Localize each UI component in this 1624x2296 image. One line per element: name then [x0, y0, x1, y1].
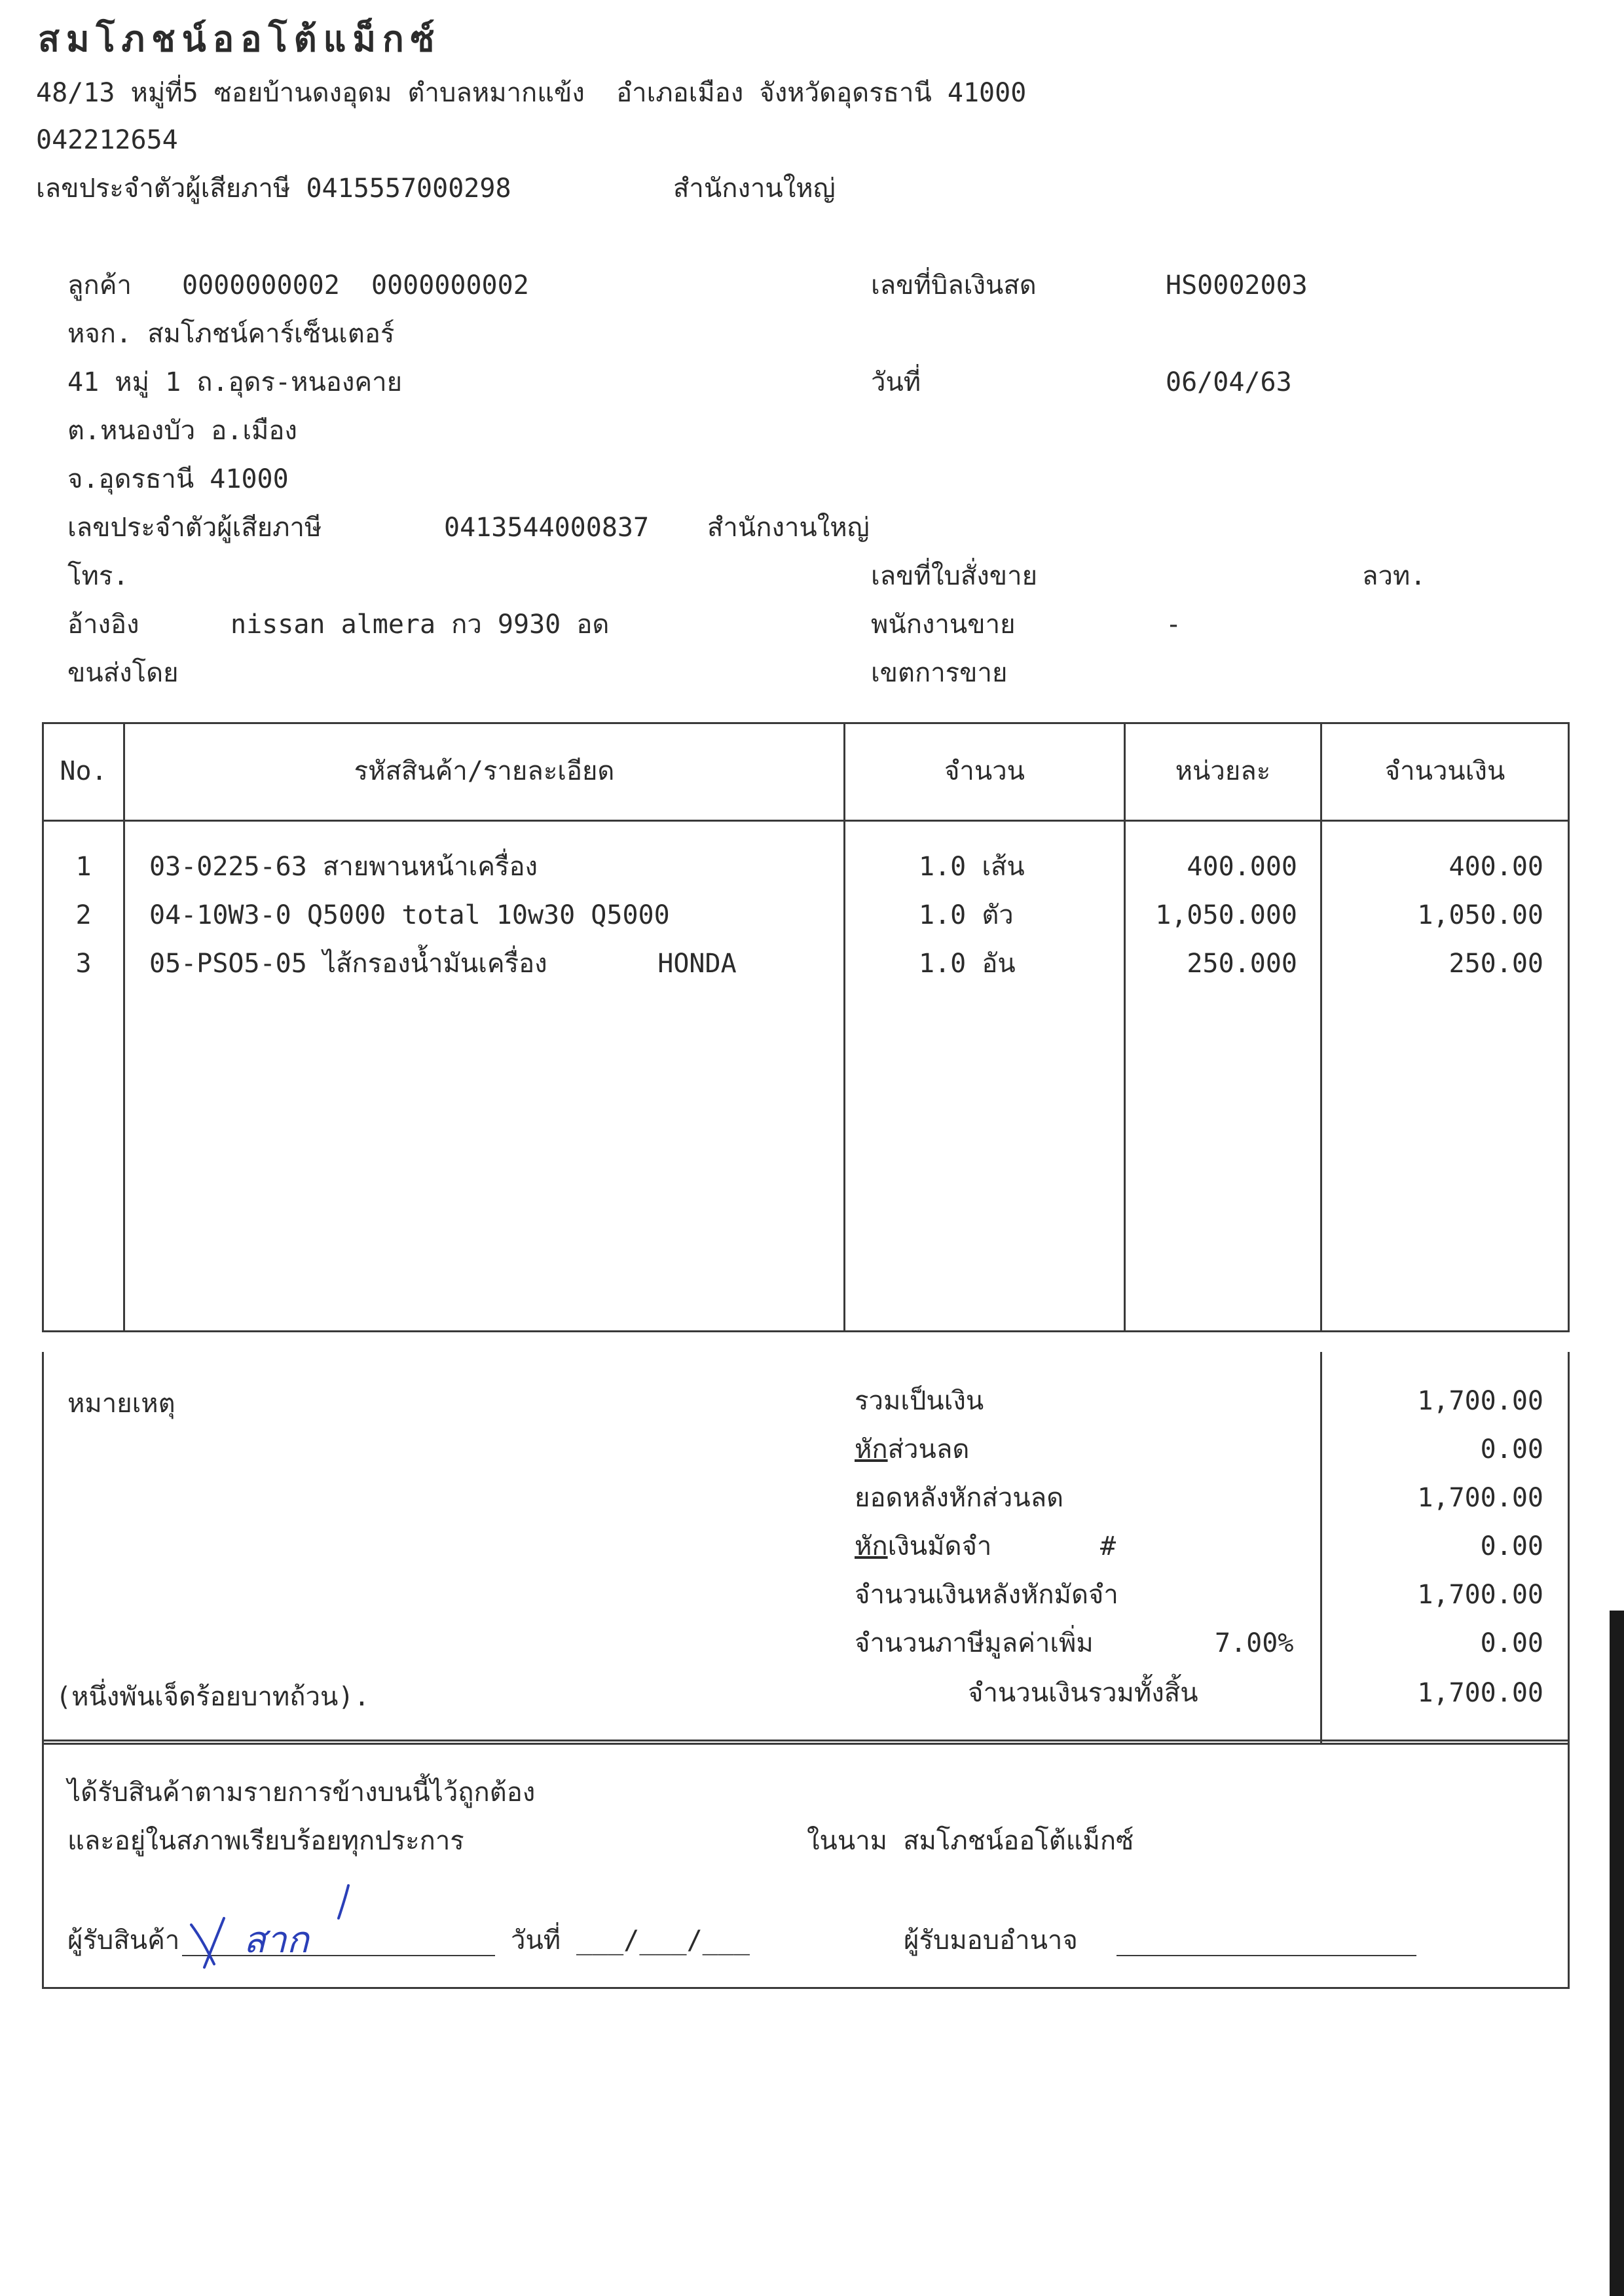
receive-date-blank: ___/___/___ — [576, 1925, 750, 1956]
receive-date-label: วันที่ — [511, 1925, 561, 1956]
table-row-2-unit: 1,050.000 — [1155, 900, 1297, 930]
amount-in-words: (หนึ่งพันเจ็ดร้อยบาทถ้วน). — [56, 1682, 370, 1712]
table-row-3-unit: 250.000 — [1187, 949, 1297, 979]
customer-tel-label: โทร. — [67, 561, 129, 591]
deposit-label-prefix: หัก — [855, 1531, 888, 1561]
col-divider-desc — [843, 722, 845, 1332]
table-row-3-no: 3 — [75, 949, 92, 979]
receiver-signature — [185, 1879, 381, 1971]
company-branch: สำนักงานใหญ่ — [673, 173, 836, 204]
salesperson-value: - — [1166, 610, 1182, 640]
deposit-mark: # — [1100, 1531, 1116, 1561]
header-amount: จำนวนเงิน — [1384, 756, 1505, 786]
received-line-2: และอยู่ในสภาพเรียบร้อยทุกประการ — [67, 1826, 464, 1856]
after-discount-label: ยอดหลังหักส่วนลด — [855, 1483, 1064, 1513]
table-row-1-desc: 03-0225-63 สายพานหน้าเครื่อง — [149, 852, 538, 882]
company-address: 48/13 หมู่ที่5 ซอยบ้านดงอุดม ตำบลหมากแข้ง อำเภอเมือง จังหวัดอุดรธานี 41000 — [36, 78, 1027, 108]
customer-address-2: ต.หนองบัว อ.เมือง — [67, 416, 297, 446]
signature-stroke — [191, 1925, 214, 1964]
date-value: 06/04/63 — [1166, 367, 1292, 397]
subtotal-value: 1,700.00 — [1417, 1386, 1543, 1416]
remark-label: หมายเหตุ — [67, 1389, 175, 1419]
items-table — [42, 722, 1570, 1332]
discount-value: 0.00 — [1480, 1434, 1543, 1465]
authorized-signature-line — [1116, 1955, 1416, 1956]
customer-branch: สำนักงานใหญ่ — [707, 513, 870, 543]
header-no: No. — [60, 756, 107, 786]
table-row-3-amount: 250.00 — [1449, 949, 1543, 979]
col-divider-unit — [1320, 722, 1322, 1332]
col-divider-no — [123, 722, 125, 1332]
bill-number-label: เลขที่บิลเงินสด — [871, 270, 1037, 301]
customer-address-1: 41 หมู่ 1 ถ.อุดร-หนองคาย — [67, 367, 403, 397]
received-line-1: ได้รับสินค้าตามรายการข้างบนนี้ไว้ถูกต้อง — [67, 1777, 536, 1808]
vat-value: 0.00 — [1480, 1628, 1543, 1658]
vat-label: จำนวนภาษีมูลค่าเพิ่ม — [855, 1628, 1094, 1658]
customer-ref-label: อ้างอิง — [67, 610, 139, 640]
customer-label: ลูกค้า — [67, 270, 132, 301]
after-deposit-label: จำนวนเงินหลังหักมัดจำ — [855, 1580, 1118, 1610]
on-behalf-text: ในนาม สมโภชน์ออโต้แม็กซ์ — [807, 1826, 1134, 1856]
customer-tax-label: เลขประจำตัวผู้เสียภาษี — [67, 513, 322, 543]
table-row-1-unit: 400.000 — [1187, 852, 1297, 882]
header-unit-price: หน่วยละ — [1175, 756, 1271, 786]
company-tax-id: เลขประจำตัวผู้เสียภาษี 0415557000298 — [36, 173, 511, 204]
signature-stroke — [339, 1886, 348, 1918]
bill-number: HS0002003 — [1166, 270, 1308, 301]
discount-label-text: ส่วนลด — [887, 1434, 970, 1465]
deposit-label — [855, 1529, 991, 1563]
customer-name: หจก. สมโภชน์คาร์เซ็นเตอร์ — [67, 319, 395, 349]
receiver-label: ผู้รับสินค้า — [67, 1925, 180, 1956]
signature-stroke — [204, 1918, 224, 1967]
table-row-2-qty: 1.0 ตัว — [919, 900, 1014, 930]
deposit-label-text: เงินมัดจำ — [887, 1531, 992, 1561]
deposit-value: 0.00 — [1480, 1531, 1543, 1561]
customer-code: 0000000002 0000000002 — [182, 270, 529, 301]
discount-label-prefix: หัก — [855, 1434, 888, 1465]
table-row-3-qty: 1.0 อัน — [919, 949, 1016, 979]
grand-total-label: จำนวนเงินรวมทั้งสิ้น — [968, 1678, 1198, 1708]
vat-rate: 7.00% — [1215, 1628, 1294, 1658]
order-number-label: เลขที่ใบสั่งขาย — [871, 561, 1038, 591]
customer-tax-id: 0413544000837 — [444, 513, 650, 543]
items-header-divider — [42, 820, 1570, 822]
grand-total-value: 1,700.00 — [1417, 1678, 1543, 1708]
date-label: วันที่ — [871, 367, 921, 397]
company-phone: 042212654 — [36, 125, 178, 155]
col-divider-qty — [1124, 722, 1126, 1332]
after-deposit-value: 1,700.00 — [1417, 1580, 1543, 1610]
scan-edge-shadow — [1610, 1611, 1624, 2296]
after-discount-value: 1,700.00 — [1417, 1483, 1543, 1513]
header-description: รหัสสินค้า/รายละเอียด — [354, 756, 615, 786]
order-number-suffix: ลวท. — [1362, 561, 1426, 591]
discount-label — [855, 1432, 969, 1467]
customer-ship-label: ขนส่งโดย — [67, 658, 179, 688]
sales-area-label: เขตการขาย — [871, 658, 1008, 688]
header-quantity: จำนวน — [944, 756, 1025, 786]
table-row-1-qty: 1.0 เส้น — [919, 852, 1025, 882]
table-row-1-amount: 400.00 — [1449, 852, 1543, 882]
table-row-2-desc: 04-10W3-0 Q5000 total 10w30 Q5000 — [149, 900, 670, 930]
salesperson-label: พนักงานขาย — [871, 610, 1016, 640]
signature-handwriting: สาก — [244, 1919, 309, 1961]
table-row-3-desc: 05-PSO5-05 ไส้กรองน้ำมันเครื่อง HONDA — [149, 949, 737, 979]
customer-ref-value: nissan almera กว 9930 อด — [231, 610, 610, 640]
table-row-2-amount: 1,050.00 — [1417, 900, 1543, 930]
table-row-2-no: 2 — [75, 900, 92, 930]
customer-address-3: จ.อุดรธานี 41000 — [67, 464, 289, 494]
company-name: สมโภชน์ออโต้แม็กซ์ — [38, 18, 441, 60]
authorized-label: ผู้รับมอบอำนาจ — [904, 1925, 1078, 1956]
table-row-1-no: 1 — [75, 852, 92, 882]
subtotal-label: รวมเป็นเงิน — [855, 1386, 984, 1416]
